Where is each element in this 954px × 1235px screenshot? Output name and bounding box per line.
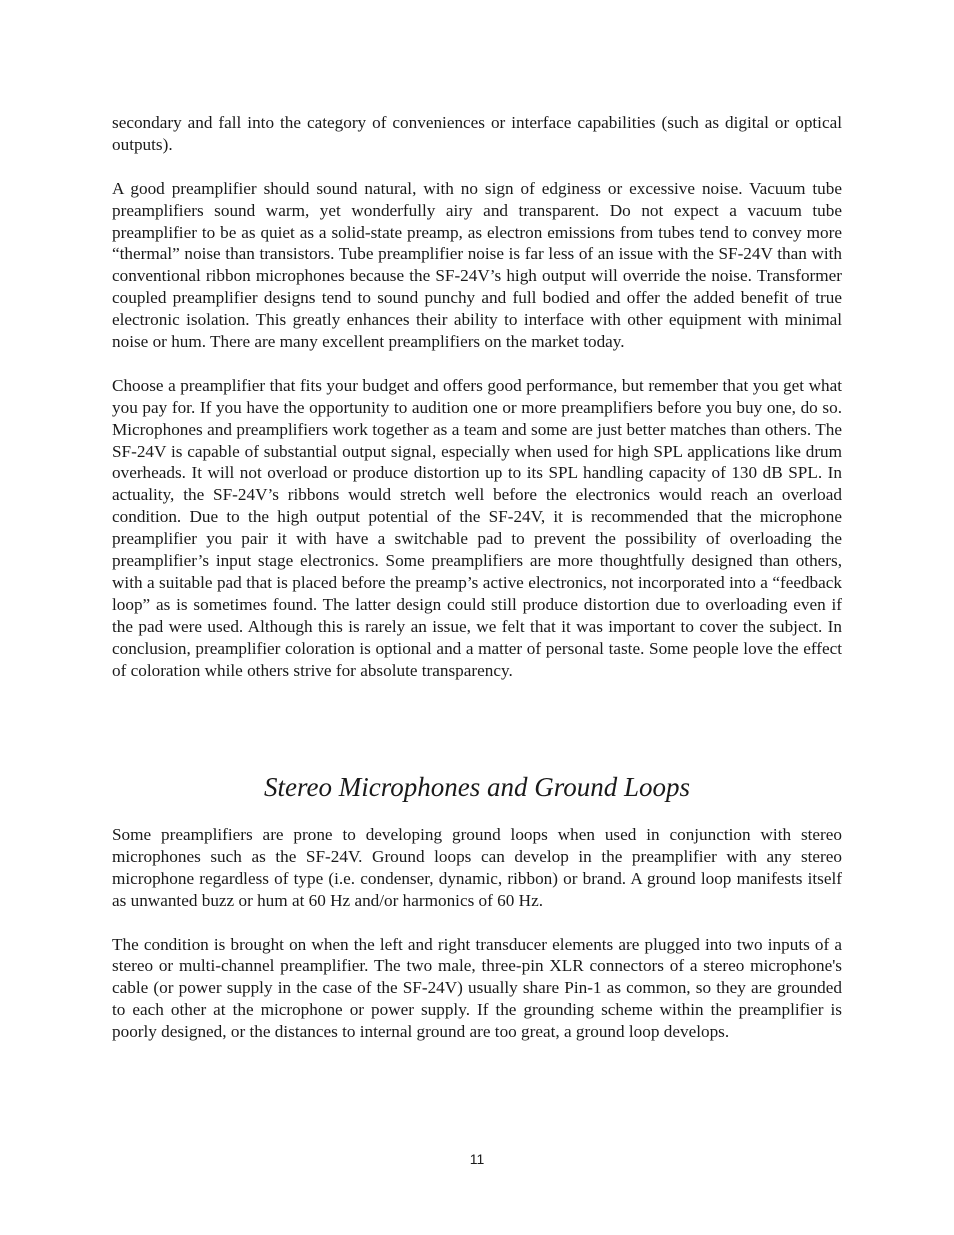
section-heading: Stereo Microphones and Ground Loops	[264, 772, 690, 802]
paragraph-spacer	[112, 912, 842, 934]
page-number: 11	[469, 1151, 485, 1167]
paragraph-ground-loops-condition: The condition is brought on when the left and right transducer elements are plugged into two inputs of a stereo or multi-channel preamplifier. The two male, three-pin XLR connectors of a stereo microphone's cable (or power supply in the case of the SF-24V) usually share Pin-1 as common, so they are grounded to each other at the microphone or power supply. If the grounding scheme within the preamplifier is poorly designed, or the distances to internal ground are too great, a ground loop develops.	[112, 934, 842, 1042]
paragraph-interface-capabilities: secondary and fall into the category of conveniences or interface capabilities (such as digital or optical outputs).	[112, 113, 842, 154]
paragraph-spacer	[112, 353, 842, 375]
paragraph-spacer	[112, 156, 842, 178]
paragraph-preamp-sound: A good preamplifier should sound natural, with no sign of edginess or excessive noise. Vacuum tube preamplifiers sound warm, yet wonderfully airy and transparent. Do not expect a vacuum tube preamplifier to be as quiet as a solid-state preamp, as electron emissions from tubes tend to convey more “thermal” noise than transistors. Tube preamplifier noise is far less of an issue with the SF-24V than with conventional ribbon microphones because the SF-24V’s high output will override the noise. Transformer coupled preamplifier designs tend to sound punchy and full bodied and offer the added benefit of true electronic isolation. This greatly enhances their ability to interface with other equipment with minimal noise or hum. There are many excellent preamplifiers on the market today.	[112, 178, 842, 352]
paragraph-choose-preamp: Choose a preamplifier that fits your budget and offers good performance, but remember that you get what you pay for. If you have the opportunity to audition one or more preamplifiers before you buy one, do so. Microphones and preamplifiers work together as a team and some are just better matches than others. The SF-24V is capable of substantial output signal, especially when used for high SPL applications like drum overheads. It will not overload or produce distortion up to its SPL handling capacity of 130 dB SPL. In actuality, the SF-24V’s ribbons would stretch well before the electronics would reach an overload condition. Due to the high output potential of the SF-24V, it is recommended that the microphone preamplifier you pair it with have a switchable pad to prevent the possibility of overloading the preamplifier’s input stage electronics. Some preamplifiers are more thoughtfully designed than others, with a suitable pad that is placed before the preamp’s active electronics, not incorporated into a “feedback loop” as is sometimes found. The latter design could still produce distortion due to overloading even if the pad were used. Although this is rarely an issue, we felt that it was important to cover the subject. In conclusion, preamplifier coloration is optional and a matter of personal taste. Some people love the effect of coloration while others strive for absolute transparency.	[112, 375, 842, 680]
page-body-top	[112, 112, 842, 682]
section-body-ground-loops	[112, 824, 842, 1043]
paragraph-ground-loops-intro: Some preamplifiers are prone to developing ground loops when used in conjunction with stereo microphones such as the SF-24V. Ground loops can develop in the preamplifier with any stereo microphone regardless of type (i.e. condenser, dynamic, ribbon) or brand. A ground loop manifests itself as unwanted buzz or hum at 60 Hz and/or harmonics of 60 Hz.	[112, 825, 842, 910]
